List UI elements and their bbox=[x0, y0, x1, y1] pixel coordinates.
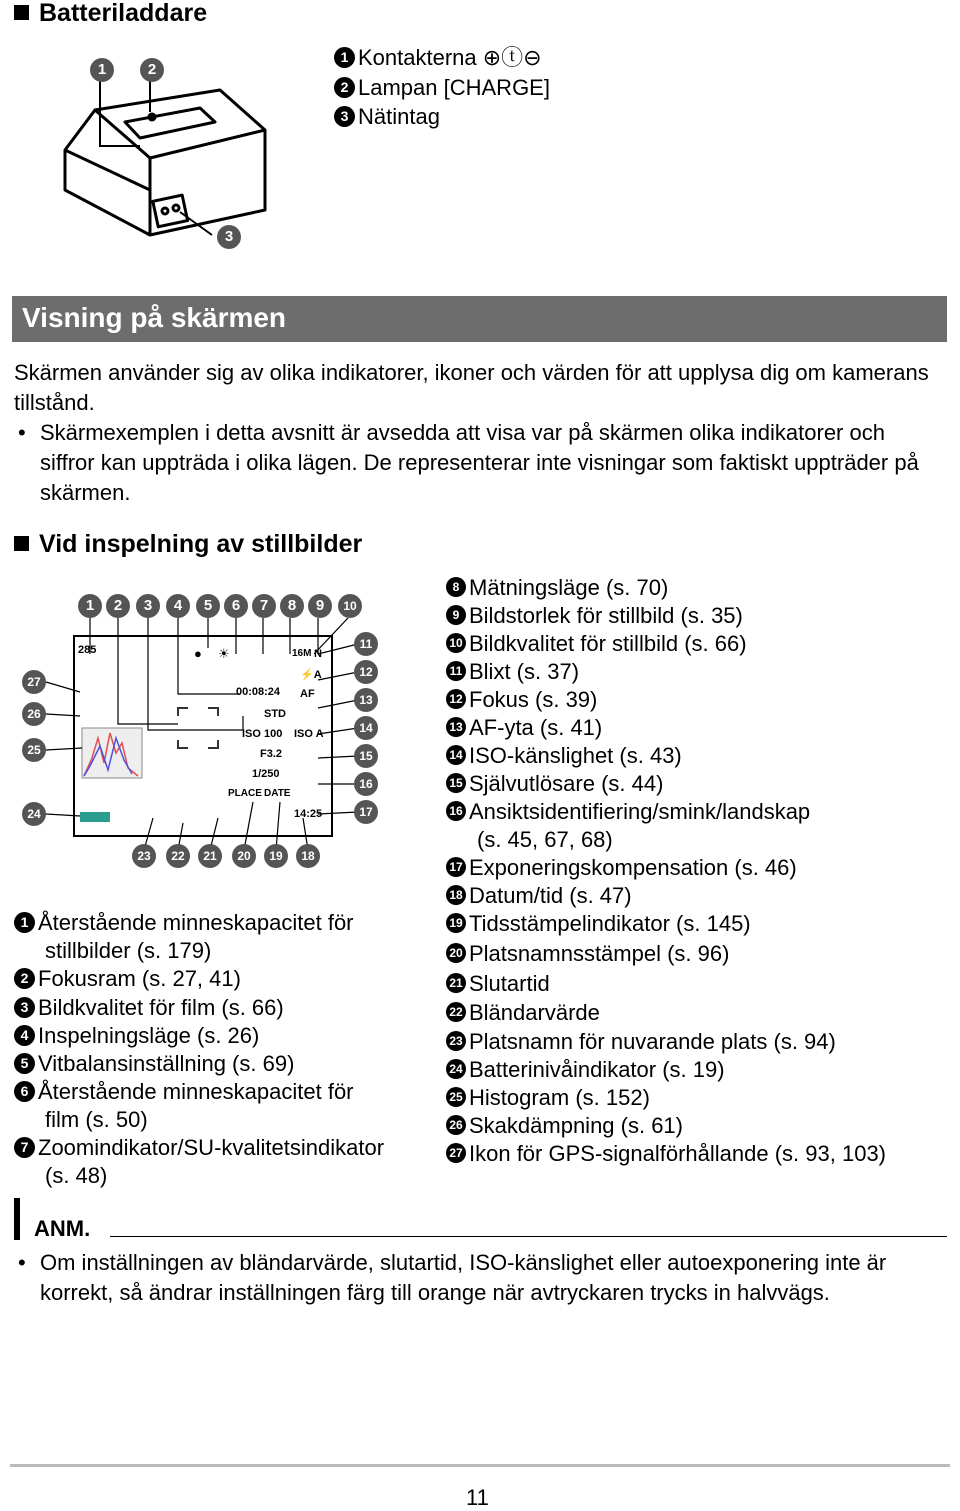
right-list-item-22: 22 Bländarvärde bbox=[446, 999, 600, 1027]
right-list-item-25: 25 Histogram (s. 152) bbox=[446, 1084, 650, 1112]
charger-item-3: 3 Nätintag bbox=[334, 103, 440, 131]
screen-callout-10: 10 bbox=[338, 594, 362, 618]
right-list-item-15: 15 Självutlösare (s. 44) bbox=[446, 770, 663, 798]
screen-diagram bbox=[18, 588, 438, 878]
note-bar bbox=[14, 1198, 20, 1240]
screen-callout-22: 22 bbox=[166, 844, 190, 868]
screen-callout-4: 4 bbox=[166, 594, 190, 618]
readout-flash: ⚡A bbox=[300, 669, 322, 681]
square-bullet-icon bbox=[14, 5, 29, 20]
screen-callout-5: 5 bbox=[196, 594, 220, 618]
readout-iso-auto: ISO A bbox=[294, 728, 324, 740]
right-list-item-18: 18 Datum/tid (s. 47) bbox=[446, 882, 632, 910]
left-list-item-7: 7 Zoomindikator/SU-kvalitetsindikator (s. 48) bbox=[14, 1134, 384, 1190]
readout-date: DATE bbox=[264, 788, 291, 799]
screen-callout-19: 19 bbox=[264, 844, 288, 868]
section-heading-charger: Batteriladdare bbox=[14, 0, 207, 28]
note-divider bbox=[110, 1236, 947, 1237]
screen-callout-16: 16 bbox=[354, 772, 378, 796]
right-list-item-17: 17 Exponeringskompensation (s. 46) bbox=[446, 854, 797, 882]
readout-time: 14:25 bbox=[294, 808, 323, 820]
screen-callout-11: 11 bbox=[354, 632, 378, 656]
intro-paragraph: Skärmen använder sig av olika indikatorer, ikoner och värden för att upplysa dig om kamerans tillstånd. bbox=[14, 360, 929, 415]
readout-af: AF bbox=[300, 688, 315, 700]
left-list-item-4: 4 Inspelningsläge (s. 26) bbox=[14, 1022, 259, 1050]
section-heading-stillbilder: Vid inspelning av stillbilder bbox=[14, 530, 362, 559]
page-number: 11 bbox=[466, 1485, 489, 1510]
charger-callout-1: 1 bbox=[90, 58, 114, 82]
screen-callout-13: 13 bbox=[354, 688, 378, 712]
screen-callout-8: 8 bbox=[280, 594, 304, 618]
right-list-item-12: 12 Fokus (s. 39) bbox=[446, 686, 597, 714]
section-banner: Visning på skärmen bbox=[12, 296, 947, 342]
left-list-item-3: 3 Bildkvalitet för film (s. 66) bbox=[14, 994, 284, 1022]
charger-callout-2: 2 bbox=[140, 58, 164, 82]
screen-callout-3: 3 bbox=[136, 594, 160, 618]
left-list-item-6: 6 Återstående minneskapacitet för film (s. 50) bbox=[14, 1078, 354, 1134]
sun-icon: ☀ bbox=[218, 646, 230, 661]
screen-callout-21: 21 bbox=[198, 844, 222, 868]
screen-callout-18: 18 bbox=[296, 844, 320, 868]
right-list-item-10: 10 Bildkvalitet för stillbild (s. 66) bbox=[446, 630, 747, 658]
readout-shutter: 1/250 bbox=[252, 768, 280, 780]
right-list-item-14: 14 ISO-känslighet (s. 43) bbox=[446, 742, 682, 770]
left-list-item-1: 1 Återstående minneskapacitet för stillbilder (s. 179) bbox=[14, 909, 354, 965]
screen-callout-26: 26 bbox=[22, 702, 46, 726]
readout-size: 16M bbox=[292, 648, 312, 659]
charger-callout-3: 3 bbox=[217, 225, 241, 249]
screen-callout-7: 7 bbox=[252, 594, 276, 618]
right-list-item-24: 24 Batterinivåindikator (s. 19) bbox=[446, 1056, 725, 1084]
footer-divider bbox=[10, 1464, 950, 1467]
right-list-item-23: 23 Platsnamn för nuvarande plats (s. 94) bbox=[446, 1028, 836, 1056]
left-list-item-5: 5 Vitbalansinställning (s. 69) bbox=[14, 1050, 294, 1078]
right-list-item-19: 19 Tidsstämpelindikator (s. 145) bbox=[446, 910, 751, 938]
charger-illustration bbox=[40, 50, 310, 260]
readout-iso: ISO 100 bbox=[242, 728, 283, 740]
charger-item-2: 2 Lampan [CHARGE] bbox=[334, 74, 550, 102]
readout-aperture: F3.2 bbox=[260, 748, 283, 760]
right-list-item-9: 9 Bildstorlek för stillbild (s. 35) bbox=[446, 602, 743, 630]
screen-callout-27: 27 bbox=[22, 670, 46, 694]
right-list-item-11: 11 Blixt (s. 37) bbox=[446, 658, 579, 686]
right-list-item-13: 13 AF-yta (s. 41) bbox=[446, 714, 602, 742]
screen-callout-1: 1 bbox=[78, 594, 102, 618]
screen-callout-9: 9 bbox=[308, 594, 332, 618]
readout-quality: STD bbox=[264, 708, 286, 720]
screen-callout-15: 15 bbox=[354, 744, 378, 768]
screen-callout-6: 6 bbox=[224, 594, 248, 618]
readout-place: PLACE bbox=[228, 788, 262, 799]
screen-callout-24: 24 bbox=[22, 802, 46, 826]
readout-movie-time: 00:08:24 bbox=[236, 686, 281, 698]
note-bullet: • Om inställningen av bländarvärde, slutartid, ISO-känslighet eller autoexponering inte är korrekt, så ändrar inställningen färg till orange när avtryckaren trycks in halvvägs. bbox=[18, 1250, 887, 1305]
screen-callout-25: 25 bbox=[22, 738, 46, 762]
charger-item-1: 1 Kontakterna ⊕ⓣ⊖ bbox=[334, 44, 542, 72]
right-list-item-26: 26 Skakdämpning (s. 61) bbox=[446, 1112, 683, 1140]
screen-callout-2: 2 bbox=[106, 594, 130, 618]
screen-callout-14: 14 bbox=[354, 716, 378, 740]
right-list-item-8: 8 Mätningsläge (s. 70) bbox=[446, 574, 668, 602]
screen-callout-20: 20 bbox=[232, 844, 256, 868]
camera-mode-icon: ● bbox=[194, 646, 202, 661]
readout-fine: N bbox=[314, 648, 322, 660]
right-list-item-16: 16 Ansiktsidentifiering/smink/landskap (s. 45, 67, 68) bbox=[446, 798, 810, 854]
screen-callout-12: 12 bbox=[354, 660, 378, 684]
note-label: ANM. bbox=[34, 1216, 91, 1241]
right-list-item-27: 27 Ikon för GPS-signalförhållande (s. 93, 103) bbox=[446, 1140, 886, 1168]
readout-shots: 285 bbox=[78, 644, 97, 656]
square-bullet-icon bbox=[14, 536, 29, 551]
left-list-item-2: 2 Fokusram (s. 27, 41) bbox=[14, 965, 241, 993]
right-list-item-21: 21 Slutartid bbox=[446, 970, 550, 998]
screen-callout-23: 23 bbox=[132, 844, 156, 868]
screen-callout-17: 17 bbox=[354, 800, 378, 824]
intro-bullet: • Skärmexemplen i detta avsnitt är avsedda att visa var på skärmen olika indikatorer och siffror kan uppträda i olika lägen. De representerar inte visningar som faktiskt uppträder på skärmen. bbox=[18, 420, 919, 505]
right-list-item-20: 20 Platsnamnsstämpel (s. 96) bbox=[446, 940, 729, 968]
